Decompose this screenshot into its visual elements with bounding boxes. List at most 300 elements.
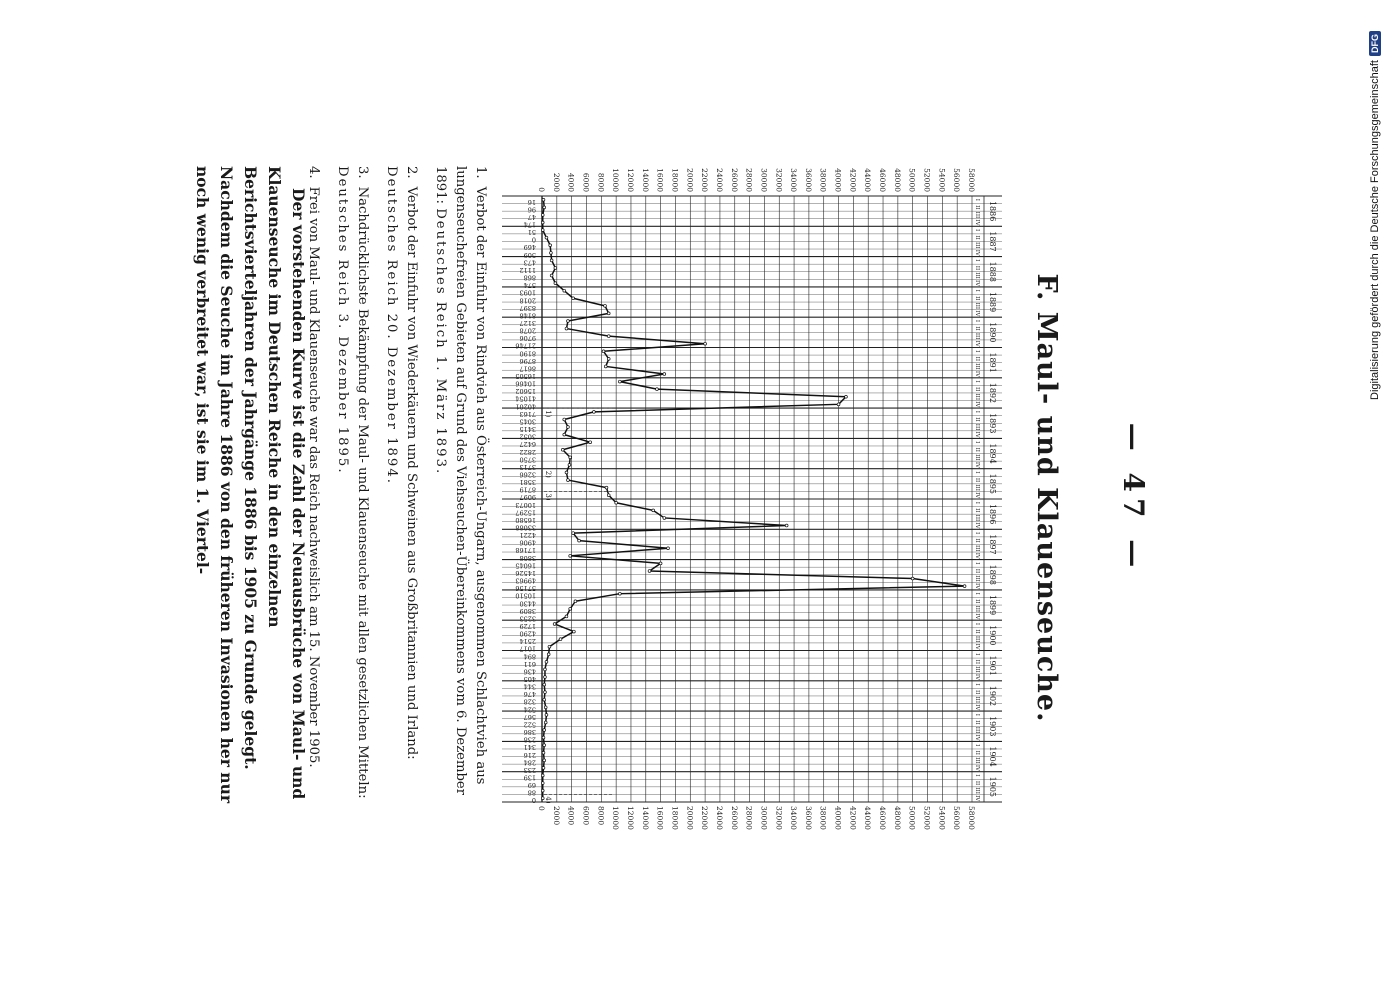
y-tick-label-right: 20000 [685,806,695,830]
data-point [550,274,553,277]
data-point [544,676,547,679]
quarter-count: 233 [523,765,536,774]
year-label: 1890 [988,322,997,343]
quarter-count: 8719 [519,485,536,494]
y-tick-label-right: 14000 [640,806,650,830]
y-tick-label-right: 10000 [611,806,621,830]
quarter-count: 3253 [519,614,536,623]
quarter-count: 1017 [519,644,536,653]
quarter-label: II [974,629,980,634]
data-point [544,691,547,694]
quarter-count: 1093 [519,288,536,297]
data-point [549,251,552,254]
quarter-count: 522 [523,720,536,729]
data-point [567,426,570,429]
quarter-label: I [974,228,980,232]
note-marker: 4) [544,796,552,804]
y-tick-label-left: 32000 [774,168,784,192]
y-tick-label-right: 12000 [625,806,635,830]
quarter-count: 69 [527,781,536,790]
quarter-count: 174 [523,220,536,229]
data-point [615,501,618,504]
quarter-count: 8148 [519,311,536,320]
quarter-count: 21746 [515,341,536,350]
quarter-count: 341 [523,743,536,752]
quarter-label: IV [974,583,980,590]
data-point [548,645,551,648]
data-point [565,327,568,330]
quarter-count: 4221 [519,531,536,540]
y-tick-label-right: 22000 [700,806,710,830]
quarter-label: II [974,356,980,362]
data-point [542,751,545,754]
data-point [541,214,544,217]
y-tick-label-left: 40000 [833,168,843,192]
quarter-label: II [974,599,980,604]
quarter-label: IV [974,522,980,529]
page-title: F. Maul- und Klauenseuche. [1031,273,1062,723]
quarter-count: 344 [523,682,536,691]
quarter-count: 611 [523,659,536,668]
quarter-count: 47 [527,212,536,221]
quarter-count: 8190 [519,349,536,358]
quarter-label: I [974,289,980,292]
year-label: 1893 [988,413,997,434]
y-tick-label-right: 8000 [596,806,606,826]
data-point [563,418,566,421]
quarter-label: I [974,531,980,535]
y-tick-label-right: 32000 [774,806,784,830]
quarter-count: 894 [523,652,536,661]
y-tick-label-right: 16000 [655,806,665,830]
outbreak-line-chart [502,156,1012,842]
quarter-count: 15297 [515,508,536,517]
data-point [845,395,848,398]
y-tick-label-right: 42000 [848,806,858,830]
data-point [663,373,666,376]
quarter-label: I [974,774,980,777]
quarter-count: 14526 [515,568,536,577]
y-tick-label-right: 34000 [789,806,799,830]
y-tick-label-left: 10000 [611,168,621,192]
quarter-label: I [974,622,980,626]
data-point [542,198,545,201]
quarter-label: III [974,454,980,461]
year-label: 1902 [988,685,997,707]
quarter-label: IV [974,431,980,438]
data-point [656,388,659,391]
quarter-count: 476 [523,690,536,699]
quarter-count: 88 [527,788,536,797]
quarter-label: IV [974,704,980,711]
data-point [605,486,608,489]
data-point [543,759,546,762]
data-point [541,229,544,232]
data-point [604,365,607,368]
data-point [652,509,655,512]
data-point [607,335,610,338]
y-tick-label-left: 2000 [551,172,561,192]
data-point [543,729,546,732]
y-tick-label-left: 14000 [640,168,650,192]
quarter-label: III [974,241,980,249]
data-point [572,630,575,633]
data-point [545,236,548,239]
data-point [565,471,568,474]
quarter-count: 3809 [519,606,536,615]
quarter-label: I [974,683,980,686]
quarter-label: I [974,562,980,565]
data-point [543,206,546,209]
quarter-count: 1729 [519,621,536,630]
data-point [545,660,548,663]
data-point [604,304,607,307]
quarter-label: III [974,423,980,431]
y-tick-label-left: 0 [537,187,546,192]
quarter-count: 436 [523,667,536,676]
quarter-count: 567 [523,712,536,721]
year-label: 1903 [988,716,997,737]
quarter-label: I [974,501,980,504]
quarter-count: 9097 [519,493,536,502]
quarter-label: III [974,575,980,582]
y-tick-label-right: 44000 [863,806,873,830]
data-point [544,706,547,709]
data-point [569,607,572,610]
quarter-count: 0 [531,796,536,805]
data-point [543,744,546,747]
year-label: 1898 [988,564,997,585]
year-label: 1900 [988,625,997,646]
quarter-label: IV [974,734,980,741]
quarter-label: IV [974,310,980,317]
y-tick-label-right: 4000 [566,806,576,826]
data-point [544,668,547,671]
y-tick-label-left: 42000 [848,168,858,192]
quarter-count: 51 [527,228,536,237]
year-label: 1897 [988,534,997,555]
data-point [589,441,592,444]
data-point [559,638,562,641]
y-tick-label-right: 58000 [967,806,976,830]
quarter-count: 509 [523,250,536,259]
y-tick-label-right: 26000 [729,806,739,830]
data-point [667,547,670,550]
quarter-count: 3052 [519,432,536,441]
data-point [541,774,544,777]
quarter-label: II [974,689,980,695]
note-1: 1.Verbot der Einfuhr von Rindvieh aus Österreich-Ungarn, ausgenommen Schlachtvieh aus lungenseuchefreien Gebieten auf Grund des Viehseuchen-Übereinkommens vom 6. Dezember 1891: Deutsches Reich 1. März 1893. [433,166,488,796]
quarter-label: I [974,198,980,201]
data-point [544,721,547,724]
quarter-label: III [974,393,980,401]
quarter-count: 3415 [519,425,536,434]
quarter-count: 284 [523,758,536,767]
quarter-count: 1112 [519,265,536,274]
note-marker: 2) [544,470,552,478]
year-label: 1894 [988,443,997,464]
note-2: 2.Verbot der Einfuhr von Wiederkäuern und Schweinen aus Großbritannien und Irland: Deutsches Reich 20. Dezember 1894. [384,166,419,760]
quarter-count: 3808 [519,553,536,562]
y-tick-label-right: 40000 [833,806,843,830]
y-tick-label-left: 34000 [789,168,799,192]
quarter-count: 41054 [515,394,536,403]
quarter-count: 16045 [515,561,536,570]
y-tick-label-right: 0 [537,806,546,811]
quarter-count: 386 [523,728,536,737]
y-tick-label-left: 8000 [596,172,606,192]
data-point [563,289,566,292]
quarter-count: 216 [523,750,536,759]
y-tick-label-left: 16000 [655,168,665,192]
quarter-count: 3266 [519,470,536,479]
quarter-label: I [974,410,980,413]
y-tick-label-left: 56000 [952,168,962,192]
page-number: — 47 — [1117,422,1150,574]
quarter-count: 7163 [519,409,536,418]
data-point [542,736,545,739]
year-label: 1888 [988,261,997,282]
quarter-count: 4906 [519,538,536,547]
data-point [567,479,570,482]
data-point [569,456,572,459]
quarter-count: 3045 [519,417,536,426]
y-tick-label-right: 28000 [744,806,754,830]
quarter-label: III [974,514,980,522]
data-point [563,433,566,436]
y-tick-label-left: 52000 [922,168,932,192]
quarter-label: I [974,744,980,747]
quarter-label: IV [974,219,980,226]
data-point [592,410,595,413]
quarter-label: I [974,713,980,716]
y-tick-label-left: 30000 [759,168,769,192]
data-point [572,532,575,535]
quarter-count: 3713 [519,462,536,471]
data-point [578,539,581,542]
quarter-count: 868 [523,273,536,282]
y-tick-label-right: 24000 [714,806,724,830]
quarter-label: III [974,605,980,613]
data-point [607,312,610,315]
y-tick-label-left: 48000 [892,168,902,192]
y-tick-label-left: 20000 [685,168,695,192]
quarter-count: 238 [523,735,536,744]
quarter-count: 0 [531,235,536,244]
data-point [659,562,662,565]
quarter-label: III [974,484,980,491]
quarter-label: III [974,363,980,370]
note-3: 3.Nachdrücklichste Bekämpfung der Maul- und Klauenseuche mit allen gesetzlichen Mitteln: Deutsches Reich 3. Dezember 1895. [335,166,370,799]
y-tick-label-right: 36000 [803,806,813,830]
year-label: 1891 [988,352,997,373]
notes-list [294,166,490,816]
quarter-label: I [974,350,980,353]
quarter-count: 10510 [515,591,536,600]
quarter-label: II [974,296,980,301]
data-point [543,698,546,701]
data-point [541,221,544,224]
quarter-label: II [974,720,980,725]
y-tick-label-right: 54000 [937,806,947,830]
quarter-label: IV [974,764,980,771]
quarter-count: 8617 [519,364,536,373]
quarter-label: III [974,696,980,704]
quarter-label: IV [974,401,980,408]
y-tick-label-left: 38000 [818,168,828,192]
data-point [663,517,666,520]
quarter-label: II [974,477,980,483]
quarter-count: 17168 [515,546,536,555]
data-point [554,267,557,270]
quarter-label: III [974,757,980,764]
quarter-label: IV [974,552,980,559]
y-tick-label-right: 38000 [818,806,828,830]
year-label: 1892 [988,382,997,404]
y-tick-label-right: 48000 [892,806,902,830]
y-tick-label-left: 4000 [566,172,576,192]
quarter-label: IV [974,249,980,256]
quarter-count: 16 [527,197,536,206]
note-4: 4.Frei von Maul- und Klauenseuche war das Reich nachweislich am 15. November 1905. [306,166,321,768]
quarter-count: 328 [523,697,536,706]
data-point [602,350,605,353]
quarter-count: 96 [527,205,536,214]
quarter-label: II [974,659,980,665]
data-point [574,600,577,603]
quarter-count: 33088 [515,523,536,532]
data-point [618,380,621,383]
quarter-count: 139 [523,773,536,782]
data-point [648,570,651,573]
data-point [569,554,572,557]
quarter-count: 49963 [515,576,536,585]
y-tick-label-right: 56000 [952,806,962,830]
quarter-count: 473 [523,258,536,267]
quarter-label: III [974,544,980,552]
quarter-label: IV [974,795,980,802]
quarter-label: II [974,447,980,452]
quarter-label: II [974,386,980,392]
quarter-count: 2514 [519,637,536,646]
y-tick-label-right: 2000 [551,806,561,826]
quarter-label: IV [974,643,980,650]
year-label: 1901 [988,655,997,676]
rotated-page [193,118,1240,978]
quarter-count: 4430 [519,599,536,608]
data-point [568,464,571,467]
note-marker: 1) [544,410,552,418]
year-label: 1889 [988,291,997,313]
quarter-count: 8796 [519,356,536,365]
quarter-count: 574 [523,281,536,290]
body-paragraph: Der vorstehenden Kurve ist die Zahl der Neuausbrüche von Maul- und Klauenseuche im Deutschen Reiche in den einzelnen Berichtsvierteljahren der Jahrgänge 1886 bis 1905 zu Grunde gelegt. Nachdem die Seuche im Jahre 1886 von den früheren Invasionen her nur noch wenig verbreitet war, ist sie im 1. Viertel- [193,166,308,803]
quarter-count: 15602 [515,387,536,396]
quarter-count: 2078 [519,326,536,335]
note-marker: 3) [544,493,552,501]
data-point [541,789,544,792]
quarter-label: IV [974,461,980,468]
y-tick-label-right: 46000 [878,806,888,830]
year-label: 1887 [988,231,997,252]
quarter-count: 2018 [519,296,536,305]
quarter-count: 10073 [515,500,536,509]
quarter-label: I [974,653,980,656]
quarter-count: 57156 [515,584,536,593]
y-tick-label-left: 18000 [670,168,680,192]
quarter-count: 524 [523,705,536,714]
quarter-label: IV [974,492,980,499]
data-point [607,357,610,360]
quarter-label: IV [974,340,980,347]
quarter-label: I [974,471,980,474]
quarter-label: II [974,265,980,271]
y-tick-label-right: 50000 [907,806,917,830]
y-tick-label-left: 22000 [700,168,710,192]
data-point [554,282,557,285]
quarter-count: 9706 [519,334,536,343]
year-label: 1899 [988,594,997,616]
data-point [541,782,544,785]
y-tick-label-left: 54000 [937,168,947,192]
year-label: 1904 [988,746,997,767]
quarter-count: 2822 [519,447,536,456]
y-tick-label-left: 12000 [625,168,635,192]
quarter-count: 4290 [519,629,536,638]
quarter-count: 16505 [515,372,536,381]
quarter-count: 6427 [519,440,536,449]
quarter-label: IV [974,370,980,378]
quarter-label: II [974,235,980,240]
data-point [553,623,556,626]
quarter-label: I [974,441,980,444]
quarter-label: I [974,259,980,262]
data-point [549,244,552,247]
quarter-label: II [974,568,980,574]
quarter-count: 405 [523,675,536,684]
quarter-label: II [974,205,980,210]
quarter-label: IV [974,613,980,620]
quarter-label: III [974,635,980,643]
quarter-label: I [974,380,980,383]
y-tick-label-left: 28000 [744,168,754,192]
quarter-label: II [974,508,980,513]
data-point [547,653,550,656]
data-point [543,683,546,686]
quarter-label: III [974,726,980,734]
quarter-label: II [974,780,980,786]
quarter-count: 10466 [515,379,536,388]
quarter-label: III [974,332,980,340]
data-point [572,297,575,300]
quarter-label: I [974,319,980,323]
data-point [607,494,610,497]
quarter-label: II [974,750,980,755]
quarter-count: 40201 [515,402,536,411]
year-label: 1896 [988,503,997,525]
data-point [550,259,553,262]
quarter-label: IV [974,280,980,287]
data-point [704,342,707,345]
data-point [911,577,914,580]
data-point [785,524,788,527]
data-point [565,615,568,618]
data-point [618,592,621,595]
quarter-label: III [974,666,980,673]
y-tick-label-right: 30000 [759,806,769,830]
data-point [567,320,570,323]
data-point [545,713,548,716]
